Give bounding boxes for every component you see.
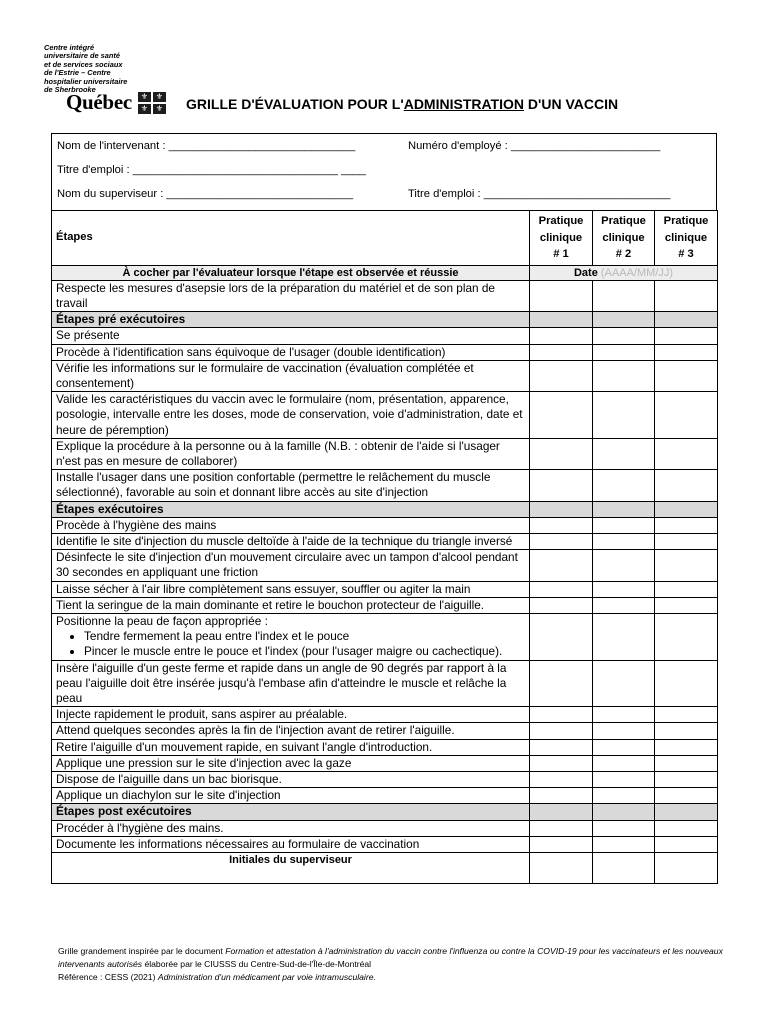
checkbox-cell[interactable] — [655, 360, 718, 391]
organization-name — [44, 44, 174, 94]
checkbox-cell[interactable] — [655, 344, 718, 360]
initials-cell[interactable] — [655, 853, 718, 884]
evaluation-grid — [51, 210, 718, 884]
column-pratique-3: Pratique clinique # 3 — [655, 211, 718, 266]
checkbox-cell[interactable] — [593, 550, 655, 581]
date-field[interactable]: Date (AAAA/MM/JJ) — [530, 265, 718, 280]
checkbox-cell[interactable] — [655, 723, 718, 739]
checkbox-cell[interactable] — [593, 660, 655, 707]
checkbox-cell[interactable] — [593, 581, 655, 597]
checkbox-cell[interactable] — [530, 707, 593, 723]
checkbox-cell[interactable] — [530, 344, 593, 360]
table-row — [52, 707, 718, 723]
checkbox-cell[interactable] — [655, 438, 718, 469]
checkbox-cell[interactable] — [655, 739, 718, 755]
column-pratique-2: Pratique clinique # 2 — [593, 211, 655, 266]
checkbox-cell[interactable] — [530, 534, 593, 550]
checkbox-cell[interactable] — [655, 614, 718, 661]
checkbox-cell[interactable] — [530, 517, 593, 533]
checkbox-cell[interactable] — [530, 550, 593, 581]
instruction-row — [52, 265, 718, 280]
section-header — [52, 804, 718, 820]
table-row — [52, 836, 718, 852]
org-line: de Sherbrooke — [44, 85, 96, 95]
org-line: et de services sociaux — [44, 59, 123, 69]
checkbox-cell[interactable] — [593, 755, 655, 771]
table-row — [52, 614, 718, 661]
checkbox-cell[interactable] — [530, 392, 593, 439]
checkbox-cell[interactable] — [530, 755, 593, 771]
table-row — [52, 470, 718, 501]
checkbox-cell[interactable] — [593, 280, 655, 311]
step-text: Identifie le site d'injection du muscle deltoïde à l'aide de la technique du triangle inversé — [52, 534, 530, 550]
checkbox-cell[interactable] — [530, 788, 593, 804]
footer-source: Grille grandement inspirée par le document Formation et attestation à l'administration du vaccin contre l'influenza ou contre la COVID-19 pour les vaccinateurs et les nouveaux intervenants autorisés élaborée par le CIUSSS du Centre-Sud-de-l'Île-de-Montréal — [58, 946, 723, 969]
step-text: Laisse sécher à l'air libre complètement sans essuyer, souffler ou agiter la main — [52, 581, 530, 597]
checkbox-cell[interactable] — [530, 836, 593, 852]
checkbox-cell[interactable] — [593, 344, 655, 360]
table-row — [52, 344, 718, 360]
step-text: Procède à l'hygiène des mains — [52, 517, 530, 533]
numero-employe-field[interactable]: Numéro d'employé : ________________________ — [408, 140, 661, 152]
table-row — [52, 280, 718, 311]
table-row — [52, 534, 718, 550]
step-text: Applique une pression sur le site d'injection avec la gaze — [52, 755, 530, 771]
org-line: universitaire de santé — [44, 51, 120, 61]
footer-reference: Référence : CESS (2021) Administration d'un médicament par voie intramusculaire. — [58, 972, 376, 982]
step-text: Respecte les mesures d'asepsie lors de la préparation du matériel et de son plan de travail — [52, 280, 530, 311]
checkbox-cell[interactable] — [530, 660, 593, 707]
table-row — [52, 755, 718, 771]
checkbox-cell[interactable] — [530, 328, 593, 344]
step-text: Procède à l'identification sans équivoque de l'usager (double identification) — [52, 344, 530, 360]
initials-cell[interactable] — [593, 853, 655, 884]
step-text: Documente les informations nécessaires au formulaire de vaccination — [52, 836, 530, 852]
step-text: Se présente — [52, 328, 530, 344]
table-row — [52, 360, 718, 391]
checkbox-cell[interactable] — [655, 470, 718, 501]
org-line: Centre intégré — [44, 43, 95, 52]
nom-superviseur-field[interactable]: Nom du superviseur : ______________________________ — [57, 188, 354, 200]
checkbox-cell[interactable] — [593, 328, 655, 344]
checkbox-cell[interactable] — [593, 392, 655, 439]
column-pratique-1: Pratique clinique # 1 — [530, 211, 593, 266]
section-title: Étapes pré exécutoires — [52, 312, 530, 328]
checkbox-cell[interactable] — [530, 739, 593, 755]
checkbox-cell[interactable] — [530, 438, 593, 469]
table-row — [52, 597, 718, 613]
step-text: Explique la procédure à la personne ou à la famille (N.B. : obtenir de l'aide si l'usager n'est pas en mesure de collaborer) — [52, 438, 530, 469]
step-text: Attend quelques secondes après la fin de l'injection avant de retirer l'aiguille. — [52, 723, 530, 739]
nom-intervenant-field[interactable]: Nom de l'intervenant : ______________________________ — [57, 140, 356, 152]
checkbox-cell[interactable] — [593, 470, 655, 501]
table-row — [52, 660, 718, 707]
checkbox-cell[interactable] — [593, 772, 655, 788]
checkbox-cell[interactable] — [655, 707, 718, 723]
bullet-item: • Tendre fermement la peau entre l'index et le pouce — [84, 629, 525, 644]
step-text: Tient la seringue de la main dominante et retire le bouchon protecteur de l'aiguille. — [52, 597, 530, 613]
table-row — [52, 392, 718, 439]
org-line: hospitalier universitaire — [44, 76, 128, 86]
checkbox-cell[interactable] — [655, 820, 718, 836]
checkbox-cell[interactable] — [593, 438, 655, 469]
table-row — [52, 788, 718, 804]
checkbox-cell[interactable] — [593, 820, 655, 836]
table-header — [52, 211, 718, 266]
checkbox-cell[interactable] — [593, 723, 655, 739]
checkbox-cell[interactable] — [530, 280, 593, 311]
checkbox-cell[interactable] — [655, 597, 718, 613]
checkbox-cell[interactable] — [593, 614, 655, 661]
checkbox-cell[interactable] — [655, 280, 718, 311]
step-text: Valide les caractéristiques du vaccin avec le formulaire (nom, présentation, apparence, posologie, intervalle entre les doses, mode de conservation, voie d'administration, date et heure de péremption) — [52, 392, 530, 439]
page-title: GRILLE D'ÉVALUATION POUR L'ADMINISTRATION D'UN VACCIN — [186, 96, 619, 112]
checkbox-cell[interactable] — [655, 517, 718, 533]
section-header — [52, 501, 718, 517]
identification-fields — [51, 133, 717, 210]
checkbox-cell[interactable] — [593, 707, 655, 723]
fleur-de-lis-flag-icon: ⚜ ⚜ ⚜ ⚜ — [138, 92, 166, 114]
step-text: Installe l'usager dans une position confortable (permettre le relâchement du muscle sélectionné), favorable au soin et donnant libre accès au site d'injection — [52, 470, 530, 501]
step-text: Injecte rapidement le produit, sans aspirer au préalable. — [52, 707, 530, 723]
initials-row — [52, 853, 718, 884]
checkbox-cell[interactable] — [530, 723, 593, 739]
table-row — [52, 739, 718, 755]
table-row — [52, 550, 718, 581]
quebec-logo — [66, 90, 166, 115]
section-header — [52, 312, 718, 328]
table-row — [52, 581, 718, 597]
titre-emploi-field[interactable]: Titre d'emploi : _________________________________ ____ — [57, 164, 367, 176]
step-text: Désinfecte le site d'injection d'un mouvement circulaire avec un tampon d'alcool pendant 30 secondes en appliquant une friction — [52, 550, 530, 581]
checkbox-cell[interactable] — [655, 755, 718, 771]
initials-label: Initiales du superviseur — [52, 853, 530, 884]
step-text: Applique un diachylon sur le site d'injection — [52, 788, 530, 804]
checkbox-cell[interactable] — [530, 820, 593, 836]
checkbox-cell[interactable] — [655, 534, 718, 550]
checkbox-cell[interactable] — [655, 660, 718, 707]
titre-emploi-superviseur-field[interactable]: Titre d'emploi : ______________________________ — [408, 188, 671, 200]
step-text: Dispose de l'aiguille dans un bac biorisque. — [52, 772, 530, 788]
step-text: Positionne la peau de façon appropriée : • Tendre fermement la peau entre l'index et le pouce • Pincer le muscle entre le pouce et l'index (pour l'usager maigre ou cachectique). — [52, 614, 530, 661]
checkbox-cell[interactable] — [530, 772, 593, 788]
checkbox-cell[interactable] — [530, 581, 593, 597]
checkbox-cell[interactable] — [655, 550, 718, 581]
section-title: Étapes exécutoires — [52, 501, 530, 517]
checkbox-cell[interactable] — [655, 392, 718, 439]
checkbox-cell[interactable] — [593, 739, 655, 755]
table-row — [52, 517, 718, 533]
checkbox-cell[interactable] — [530, 597, 593, 613]
step-text: Retire l'aiguille d'un mouvement rapide, en suivant l'angle d'introduction. — [52, 739, 530, 755]
column-etapes: Étapes — [52, 211, 530, 266]
checkbox-cell[interactable] — [593, 597, 655, 613]
checkbox-cell[interactable] — [593, 836, 655, 852]
instruction-text: À cocher par l'évaluateur lorsque l'étape est observée et réussie — [52, 265, 530, 280]
checkbox-cell[interactable] — [655, 772, 718, 788]
checkbox-cell[interactable] — [593, 517, 655, 533]
checkbox-cell[interactable] — [530, 360, 593, 391]
checkbox-cell[interactable] — [655, 328, 718, 344]
table-row — [52, 438, 718, 469]
footer-note — [58, 945, 728, 984]
step-text: Insère l'aiguille d'un geste ferme et rapide dans un angle de 90 degrés par rapport à la peau l'aiguille doit être insérée jusqu'à l'embase afin d'atteindre le muscle et relâche la peau — [52, 660, 530, 707]
initials-cell[interactable] — [530, 853, 593, 884]
checkbox-cell[interactable] — [593, 534, 655, 550]
step-text: Procéder à l'hygiène des mains. — [52, 820, 530, 836]
checkbox-cell[interactable] — [593, 788, 655, 804]
checkbox-cell[interactable] — [593, 360, 655, 391]
checkbox-cell[interactable] — [655, 788, 718, 804]
logo-word: Québec — [66, 90, 132, 114]
checkbox-cell[interactable] — [655, 581, 718, 597]
bullet-item: • Pincer le muscle entre le pouce et l'index (pour l'usager maigre ou cachectique). — [84, 644, 525, 659]
table-row — [52, 723, 718, 739]
org-line: de l'Estrie – Centre — [44, 68, 111, 78]
checkbox-cell[interactable] — [530, 614, 593, 661]
step-text: Vérifie les informations sur le formulaire de vaccination (évaluation complétée et consentement) — [52, 360, 530, 391]
table-row — [52, 328, 718, 344]
section-title: Étapes post exécutoires — [52, 804, 530, 820]
table-row — [52, 820, 718, 836]
checkbox-cell[interactable] — [530, 470, 593, 501]
checkbox-cell[interactable] — [655, 836, 718, 852]
table-row — [52, 772, 718, 788]
